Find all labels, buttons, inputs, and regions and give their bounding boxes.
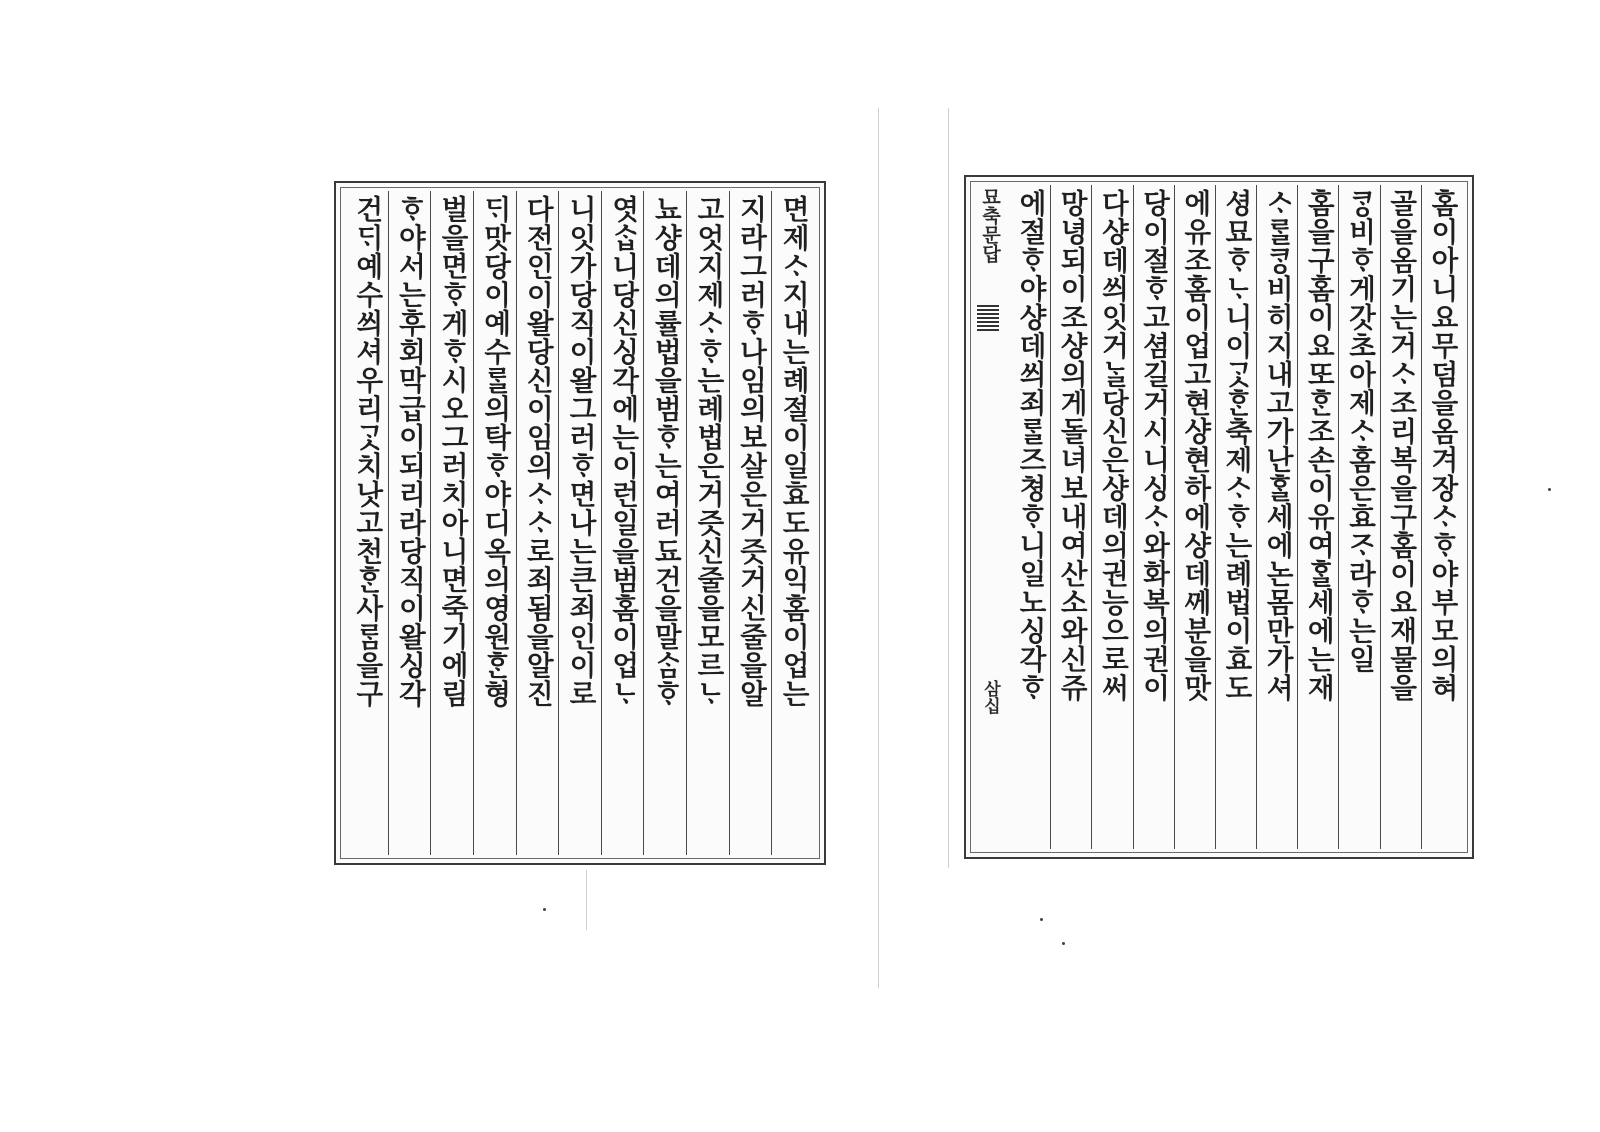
column-text: 벌을면ᄒᆞ게ᄒᆞ시오그러치아니면죽기에림 — [436, 195, 469, 708]
column-text: 골을옴기는거ᄉᆞ조리복을구홈이요재물을 — [1384, 189, 1417, 702]
text-column — [643, 191, 686, 855]
text-column — [1174, 185, 1215, 849]
column-text: 셩묘ᄒᆞᄂᆞ니이ᄀᆞᆺᄒᆞᆫ축제ᄉᆞᄒᆞ는례법이효도 — [1219, 189, 1252, 702]
scan-speck — [1548, 488, 1551, 491]
book-title: 묘축문답 — [979, 187, 1001, 263]
column-text: 홈이아니요무덤을옴겨장ᄉᆞᄒᆞ야부모의혀 — [1425, 189, 1458, 702]
column-text: 망녕되이조샹의게돌녀보내여산소와신쥬 — [1055, 189, 1088, 702]
text-column — [516, 191, 559, 855]
text-column — [1421, 185, 1462, 849]
text-column — [771, 191, 814, 855]
column-text: ᄒᆞ야서는후회막급이되리라당직이왈싱각 — [393, 195, 426, 708]
text-column — [346, 191, 388, 855]
text-column — [1380, 185, 1421, 849]
text-column — [1256, 185, 1297, 849]
column-text: ᄃᆡ맛당이예수ᄅᆞᆯ의탁ᄒᆞ야디옥의영원ᄒᆞᆫ형 — [478, 195, 511, 708]
column-text: 건ᄃᆡ예수씌셔우리ᄀᆞᆺ치낫고천ᄒᆞᆫ사ᄅᆞᆷ을구 — [350, 195, 383, 708]
page-margin-strip — [974, 175, 1002, 859]
text-column — [1297, 185, 1338, 849]
column-text: 엿ᄉᆞᆸ니당신싱각에는이런일을범홈이업ᄂᆞ — [606, 195, 639, 708]
text-column — [1010, 185, 1050, 849]
column-text: 에절ᄒᆞ야샹데씌죄ᄅᆞᆯ즈쳥ᄒᆞ니일노싱각ᄒᆞ — [1014, 189, 1047, 702]
left-page-columns — [346, 191, 814, 855]
text-column — [686, 191, 729, 855]
left-page — [334, 181, 826, 865]
fishtail-mark — [977, 305, 999, 331]
column-text: 뇨샹데의률법을범ᄒᆞ는여러됴건을말ᄉᆞᆷᄒᆞ — [649, 195, 682, 708]
text-column — [1215, 185, 1256, 849]
scan-speck — [1040, 918, 1043, 921]
column-text: 다전인이왈당신이임의ᄉᆞᄉᆞ로죄됨을알진 — [521, 195, 554, 708]
right-page-columns — [1010, 185, 1462, 849]
column-text: 고엇지제ᄉᆞᄒᆞ는례법은거즛신줄을모르ᄂᆞ — [691, 195, 724, 708]
text-column — [1091, 185, 1132, 849]
text-column — [1133, 185, 1174, 849]
column-text: 면제ᄉᆞ지내는례절이일효도유익홈이업는 — [777, 195, 810, 708]
column-text: 에유조홈이업고현샹현하에샹데ᄭᅦ분을맛 — [1178, 189, 1211, 702]
text-column — [430, 191, 473, 855]
column-text: 다샹데씌잇거ᄂᆞᆯ당신은샹데의권능으로써 — [1096, 189, 1129, 702]
text-column — [1050, 185, 1091, 849]
column-text: 니잇가당직이왈그러ᄒᆞ면나는큰죄인이로 — [563, 195, 596, 708]
text-column — [388, 191, 431, 855]
page-gutter-line — [586, 870, 587, 930]
column-text: ᄏᆞᆼ비ᄒᆞ게갓초아제ᄉᆞ홈은효ᄌᆞ라ᄒᆞ는일 — [1343, 189, 1376, 674]
text-column — [1338, 185, 1379, 849]
text-column — [729, 191, 772, 855]
page-number: 삼십 — [980, 680, 1000, 714]
column-text: 지라그러ᄒᆞ나임의보살은거즛거신줄을알 — [734, 195, 767, 708]
right-page — [964, 175, 1474, 859]
scan-speck — [1062, 942, 1065, 945]
column-text: ᄉᆞᄅᆞᆯᄏᆞᆼ비히지내고가난ᄒᆞᆯ세에논몸만가셔 — [1261, 189, 1294, 702]
page-gutter-line — [878, 108, 879, 988]
page-gutter-line — [948, 108, 949, 868]
text-column — [558, 191, 601, 855]
text-column — [601, 191, 644, 855]
scan-speck — [543, 908, 546, 911]
column-text: 홈을구홈이요또ᄒᆞᆫ조손이유여ᄒᆞᆯ세에는재 — [1302, 189, 1335, 702]
column-text: 당이절ᄒᆞ고셤길거시니싱ᄉᆞ와화복의권이 — [1137, 189, 1170, 702]
text-column — [473, 191, 516, 855]
